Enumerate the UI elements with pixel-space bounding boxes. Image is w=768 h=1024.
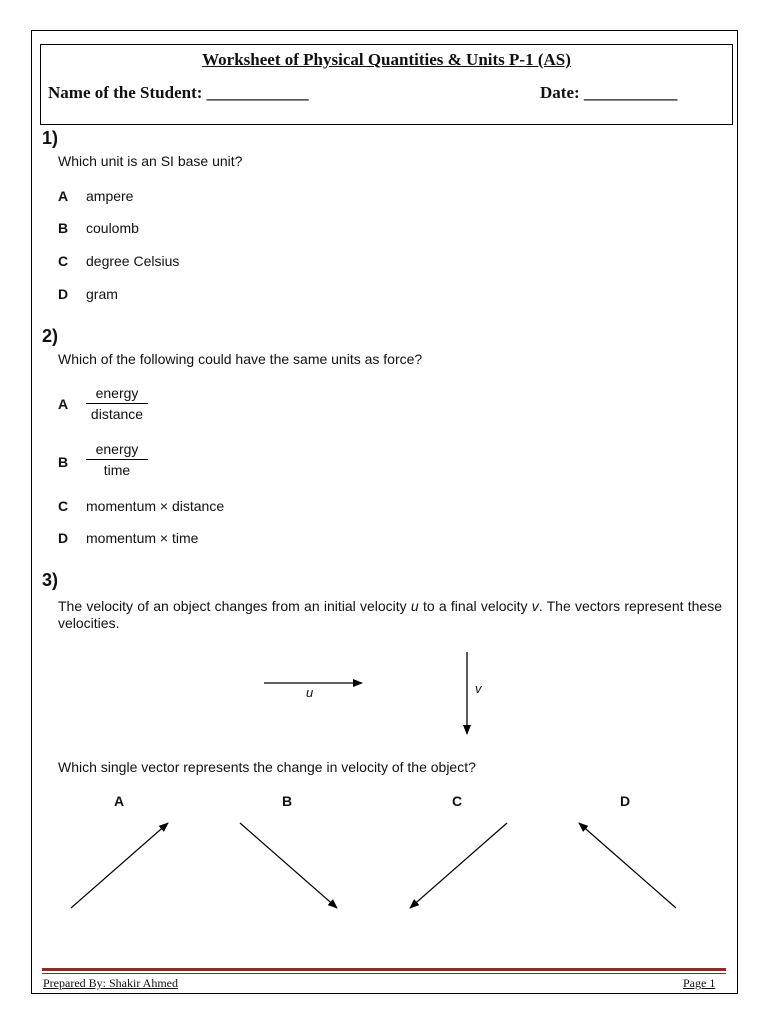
q2-option-a-denominator: distance	[90, 406, 144, 422]
q1-option-c-text: degree Celsius	[86, 253, 180, 269]
question-3-number: 3)	[42, 570, 59, 590]
student-name-field[interactable]: Name of the Student: ____________	[48, 83, 309, 102]
option-d-arrow	[579, 823, 676, 908]
q1-option-b-text: coulomb	[86, 220, 139, 236]
q2-option-b-denominator: time	[103, 462, 131, 478]
question-2-number: 2)	[42, 326, 59, 346]
q3-option-c-label: C	[452, 793, 463, 809]
date-field[interactable]: Date: ___________	[540, 83, 678, 102]
footer-rule-thin	[42, 973, 726, 974]
q1-option-d-text: gram	[86, 286, 118, 302]
q3-option-b-label: B	[282, 793, 293, 809]
question-1-text: Which unit is an SI base unit?	[58, 153, 243, 169]
q2-option-c-letter: C	[58, 498, 69, 514]
q2-option-a-letter: A	[58, 396, 69, 412]
q1-option-b-letter: B	[58, 220, 69, 236]
q2-option-a-numerator: energy	[86, 385, 148, 404]
q1-option-c-letter: C	[58, 253, 69, 269]
footer-rule	[42, 968, 726, 971]
q1-option-d-letter: D	[58, 286, 69, 302]
q2-option-d-text: momentum × time	[86, 530, 199, 546]
q3-option-d-label: D	[620, 793, 631, 809]
q2-option-c-text: momentum × distance	[86, 498, 225, 514]
option-a-arrow	[71, 823, 168, 908]
footer-page-number: Page 1	[683, 976, 716, 990]
question-3-prompt: Which single vector represents the change in velocity of the object?	[58, 759, 476, 775]
question-1-number: 1)	[42, 128, 59, 148]
vector-v-label: v	[475, 681, 482, 696]
footer-author: Prepared By: Shakir Ahmed	[43, 976, 178, 990]
option-c-arrow	[410, 823, 507, 908]
q2-option-d-letter: D	[58, 530, 69, 546]
q2-option-b-numerator: energy	[86, 441, 148, 460]
option-b-arrow	[240, 823, 337, 908]
q2-option-b-letter: B	[58, 454, 69, 470]
q1-option-a-letter: A	[58, 188, 69, 204]
q1-option-a-text: ampere	[86, 188, 134, 204]
question-2-text: Which of the following could have the same units as force?	[58, 351, 423, 367]
question-3-text: The velocity of an object changes from an initial velocity u to a final velocity v. The vectors represent these velocities.	[58, 598, 722, 631]
q3-option-a-label: A	[114, 793, 125, 809]
vector-u-label: u	[306, 685, 314, 700]
worksheet-title: Worksheet of Physical Quantities & Units P-1 (AS)	[202, 50, 571, 69]
